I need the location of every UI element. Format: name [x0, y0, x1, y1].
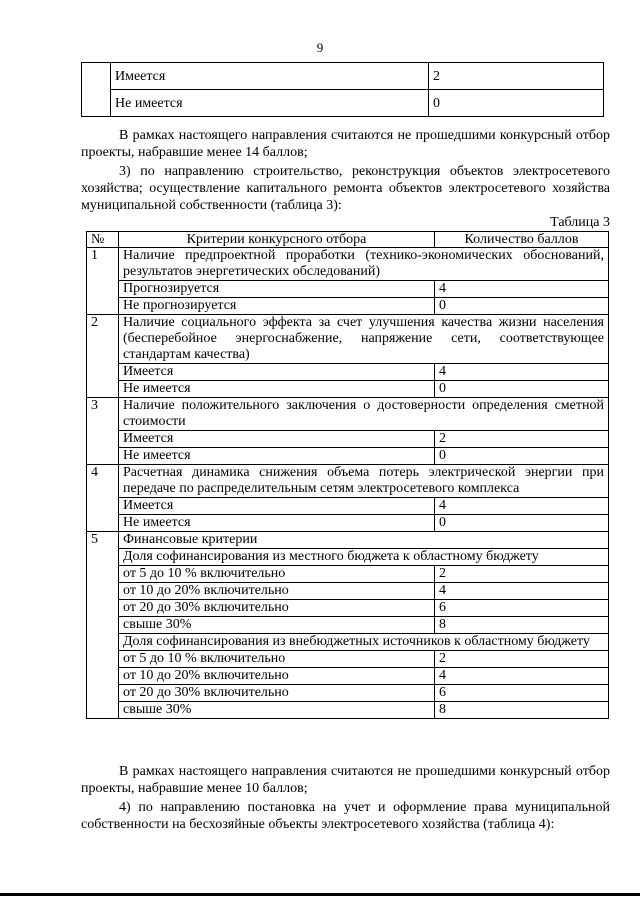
option-score: 4: [435, 498, 609, 515]
table-row: [82, 90, 604, 117]
table-row: [87, 702, 609, 719]
criteria-table-continued: [81, 62, 604, 117]
option-score: 4: [435, 668, 609, 685]
criterion-title: Финансовые критерии: [119, 532, 609, 549]
option-score: 8: [435, 702, 609, 719]
table-row: [87, 381, 609, 398]
subcriterion-title: Доля софинансирования из внебюджетных источников к областному бюджету: [119, 634, 609, 651]
criterion-title: Наличие социального эффекта за счет улучшения качества жизни населения (бесперебойное энергоснабжение, напряжение сети, соответствующее стандартам качества): [119, 315, 609, 364]
option-label: Не прогнозируется: [119, 298, 435, 315]
option-label: от 20 до 30% включительно: [119, 685, 435, 702]
table-row: [87, 617, 609, 634]
option-score: 0: [435, 381, 609, 398]
table-row: [87, 498, 609, 515]
header-criteria: Критерии конкурсного отбора: [119, 232, 435, 248]
criterion-number: 1: [87, 248, 119, 315]
subcriterion-title: Доля софинансирования из местного бюджета к областному бюджету: [119, 549, 609, 566]
table-row: [87, 685, 609, 702]
option-label: Прогнозируется: [119, 281, 435, 298]
option-label: Не имеется: [119, 448, 435, 465]
option-score: 4: [435, 364, 609, 381]
option-score: 2: [435, 431, 609, 448]
table-row: [87, 315, 609, 364]
criterion-title: Наличие положительного заключения о достоверности определения сметной стоимости: [119, 398, 609, 431]
option-label: Не имеется: [119, 515, 435, 532]
table-row: [87, 298, 609, 315]
criterion-number: 4: [87, 465, 119, 532]
table-row: [87, 448, 609, 465]
option-label: от 5 до 10 % включительно: [119, 651, 435, 668]
table-caption: Таблица 3: [550, 215, 610, 230]
option-label: свыше 30%: [119, 617, 435, 634]
option-score: 0: [435, 448, 609, 465]
option-score: 2: [429, 63, 604, 90]
option-score: 2: [435, 651, 609, 668]
table-row: [87, 248, 609, 281]
option-label: от 10 до 20% включительно: [119, 583, 435, 600]
option-label: от 10 до 20% включительно: [119, 668, 435, 685]
header-score: Количество баллов: [435, 232, 609, 248]
criterion-number: 5: [87, 532, 119, 719]
table-row: [87, 549, 609, 566]
table-row: [87, 566, 609, 583]
paragraph-threshold-14: В рамках настоящего направления считаются не прошедшими конкурсный отбор проекты, набравшие менее 14 баллов;: [81, 128, 610, 160]
option-score: 0: [435, 515, 609, 532]
option-label: Не имеется: [119, 381, 435, 398]
criterion-number-cell: [82, 63, 111, 117]
option-label: Имеется: [119, 431, 435, 448]
option-label: от 5 до 10 % включительно: [119, 566, 435, 583]
criterion-title: Расчетная динамика снижения объема потерь электрической энергии при передаче по распределительным сетям электросетевого комплекса: [119, 465, 609, 498]
option-score: 4: [435, 583, 609, 600]
table-row: [87, 364, 609, 381]
table-row: [87, 634, 609, 651]
option-score: 2: [435, 566, 609, 583]
table-row: [87, 583, 609, 600]
table-row: [87, 668, 609, 685]
option-score: 6: [435, 600, 609, 617]
table-row: [87, 532, 609, 549]
table-row: [87, 651, 609, 668]
option-label: Имеется: [119, 498, 435, 515]
option-score: 6: [435, 685, 609, 702]
option-label: Имеется: [111, 63, 429, 90]
option-score: 0: [435, 298, 609, 315]
header-number: №: [87, 232, 119, 248]
criterion-title: Наличие предпроектной проработки (технико-экономических обоснований, результатов энергетических обследований): [119, 248, 609, 281]
table-row: [87, 281, 609, 298]
table-row: [87, 600, 609, 617]
option-score: 0: [429, 90, 604, 117]
page-number: 9: [316, 40, 324, 55]
paragraph-direction-4: 4) по направлению постановка на учет и оформление права муниципальной собственности на бесхозяйные объекты электросетевого хозяйства (таблица 4):: [81, 800, 610, 832]
option-score: 8: [435, 617, 609, 634]
paragraph-threshold-10: В рамках настоящего направления считаются не прошедшими конкурсный отбор проекты, набравшие менее 10 баллов;: [81, 764, 610, 796]
option-score: 4: [435, 281, 609, 298]
table-row: [87, 465, 609, 498]
option-label: свыше 30%: [119, 702, 435, 719]
criteria-table-3: [86, 231, 609, 719]
table-row: [87, 515, 609, 532]
paragraph-direction-3: 3) по направлению строительство, реконструкция объектов электросетевого хозяйства; осуществление капитального ремонта объектов электросетевого хозяйства муниципальной собственности (таблица 3):: [81, 164, 610, 213]
scan-edge-bar: [0, 893, 640, 896]
table-row: [82, 63, 604, 90]
option-label: от 20 до 30% включительно: [119, 600, 435, 617]
option-label: Имеется: [119, 364, 435, 381]
table-header-row: [87, 232, 609, 248]
criterion-number: 3: [87, 398, 119, 465]
option-label: Не имеется: [111, 90, 429, 117]
table-row: [87, 398, 609, 431]
criterion-number: 2: [87, 315, 119, 398]
table-row: [87, 431, 609, 448]
